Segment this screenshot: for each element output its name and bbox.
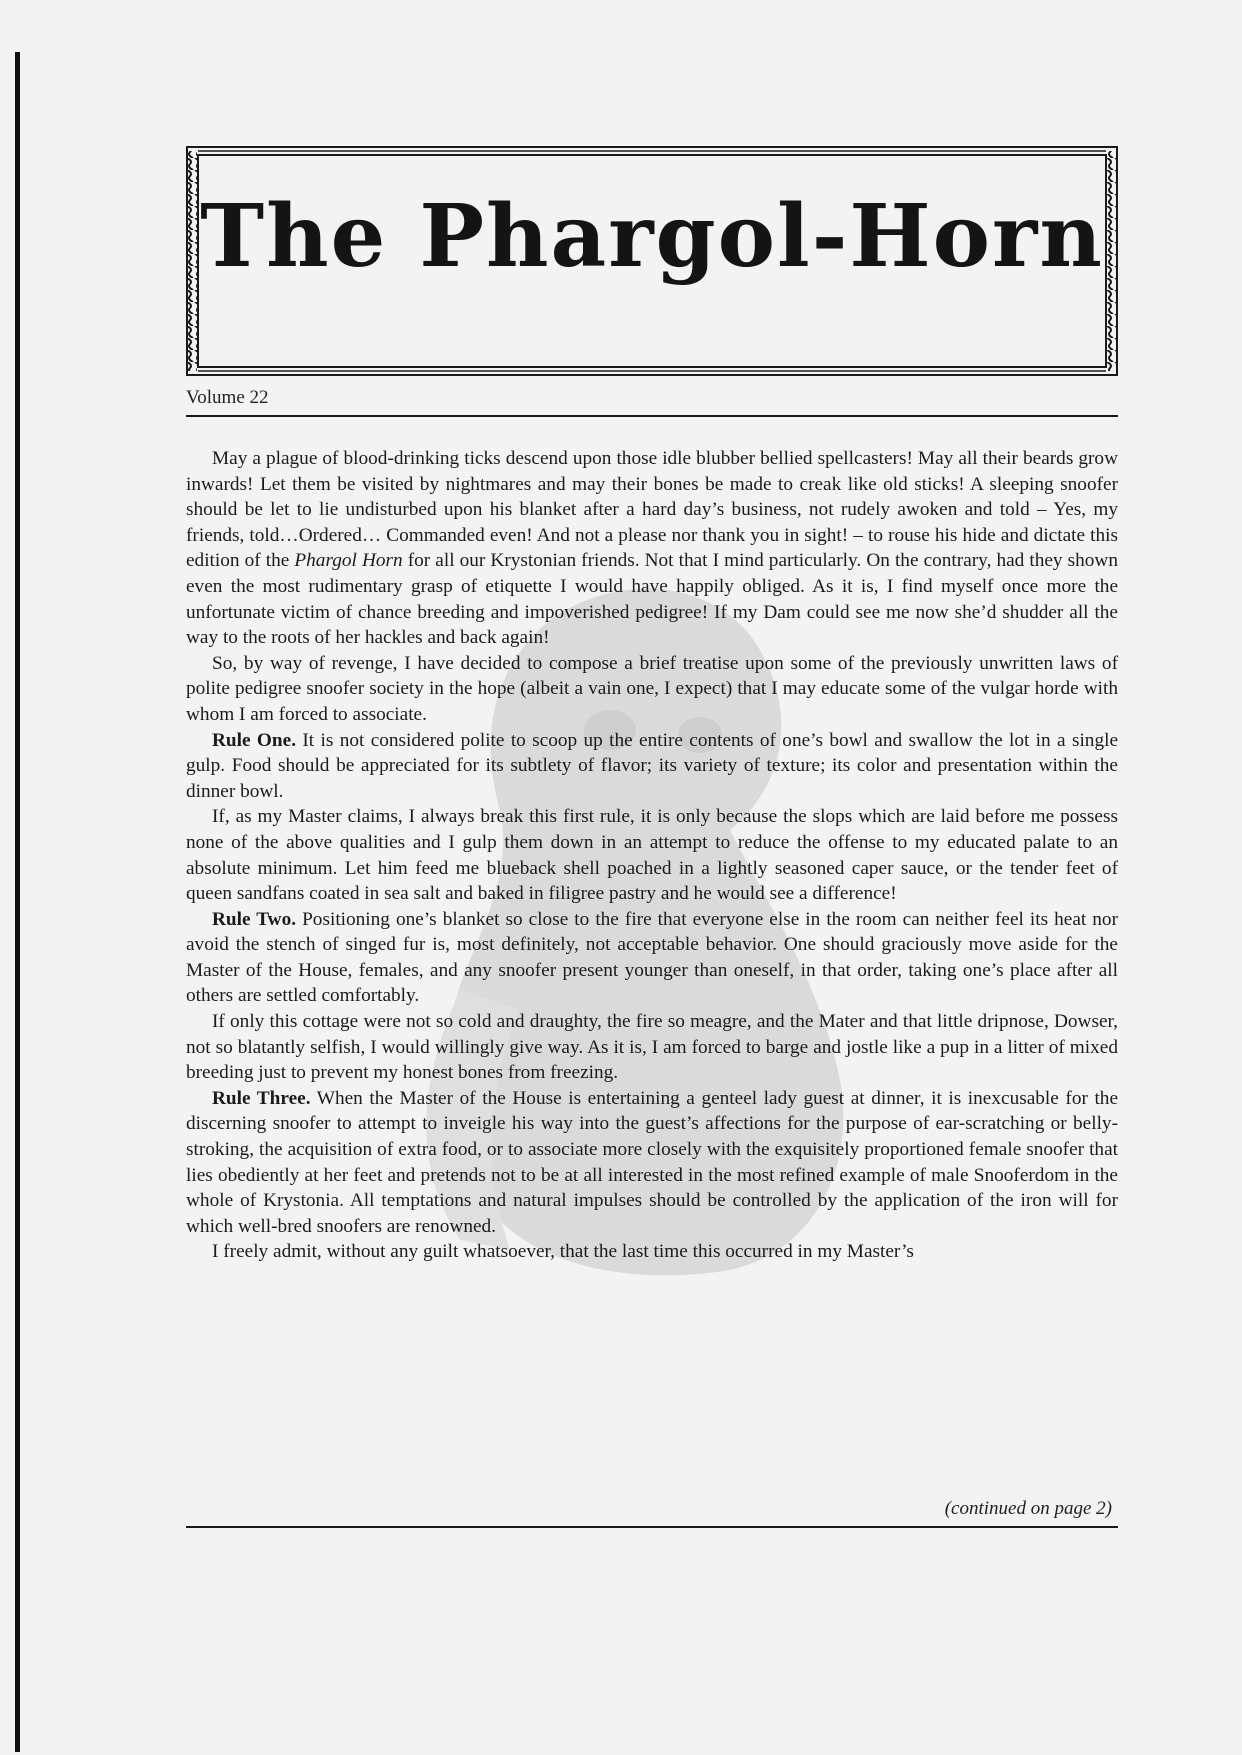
page-footer [186, 1496, 1118, 1528]
paragraph: If only this cottage were not so cold and draughty, the fire so meagre, and the Mater and that little dripnose, Dowser, not so blatantly selfish, I would willingly give way. As it is, I am forced to barge and jostle like a pup in a litter of mixed breeding just to prevent my honest bones from freezing. [186, 1011, 1118, 1084]
paragraph: If, as my Master claims, I always break this first rule, it is only because the slops which are laid before me possess none of the above qualities and I gulp them down in an attempt to reduce the offense to my educated palate to an absolute minimum. Let him feed me blueback shell poached in a lightly seasoned caper sauce, or the tender feet of queen sandfans coated in sea salt and baked in filigree pastry and he would see a difference! [186, 806, 1118, 905]
masthead [186, 146, 1118, 376]
continued-note: (continued on page 2) [944, 1498, 1112, 1519]
rule-heading: Rule Three. [212, 1087, 311, 1109]
article-body [186, 446, 1118, 1265]
newsletter-title: The Phargol-Horn [200, 186, 1104, 287]
paragraph: May a plague of blood-drinking ticks descend upon those idle blubber bellied spellcasters! May all their beards grow inwards! Let them be visited by nightmares and may their bones be made to creak like old sticks! A sleeping snoofer should be let to lie undisturbed upon his blanket after a hard day’s business, not rudely awoken and told – Yes, my friends, told…Ordered… Commanded even! And not a please nor thank you in sight! – to rouse his hide and dictate this edition of the Phargol Horn for all our Krystonian friends. Not that I mind particularly. On the contrary, had they shown even the most rudimentary grasp of etiquette I would have happily obliged. As it is, I find myself once more the unfortunate victim of chance breeding and impoverished pedigree! If my Dam could see me now she’d shudder all the way to the roots of her hackles and back again! [186, 448, 1118, 649]
paragraph: So, by way of revenge, I have decided to compose a brief treatise upon some of the previously unwritten laws of polite pedigree snoofer society in the hope (albeit a vain one, I expect) that I may educate some of the vulgar horde with whom I am forced to associate. [186, 652, 1118, 725]
paragraph-rule-two: Rule Two. Positioning one’s blanket so close to the fire that everyone else in the room can neither feel its heat nor avoid the stench of singed fur is, most definitely, not acceptable behavior. One should graciously move aside for the Master of the House, females, and any snoofer present younger than oneself, in that order, taking one’s place after all others are settled comfortably. [186, 908, 1118, 1007]
paragraph: I freely admit, without any guilt whatsoever, that the last time this occurred in my Master’s [212, 1241, 914, 1263]
paragraph-rule-one: Rule One. It is not considered polite to scoop up the entire contents of one’s bowl and swallow the lot in a single gulp. Food should be appreciated for its subtlety of flavor; its variety of texture; its color and presentation within the dinner bowl. [186, 729, 1119, 802]
scan-edge-line [15, 52, 20, 1752]
volume-header [186, 385, 1118, 417]
publication-name: Phargol Horn [294, 550, 403, 572]
rule-heading: Rule Two. [212, 908, 297, 930]
paragraph-rule-three: Rule Three. When the Master of the House is entertaining a genteel lady guest at dinner, it is inexcusable for the discerning snoofer to attempt to inveigle his way into the guest’s affections for the purpose of ear-scratching or belly-stroking, the acquisition of extra food, or to associate more closely with the exquisitely proportioned female snoofer that lies obediently at her feet and pretends not to be at all interested in the most refined example of male Snooferdom in the whole of Krystonia. All temptations and natural impulses should be controlled by the application of the iron will for which well-bred snoofers are renowned. [186, 1087, 1119, 1237]
rule-heading: Rule One. [212, 729, 297, 751]
volume-label: Volume 22 [186, 387, 269, 408]
